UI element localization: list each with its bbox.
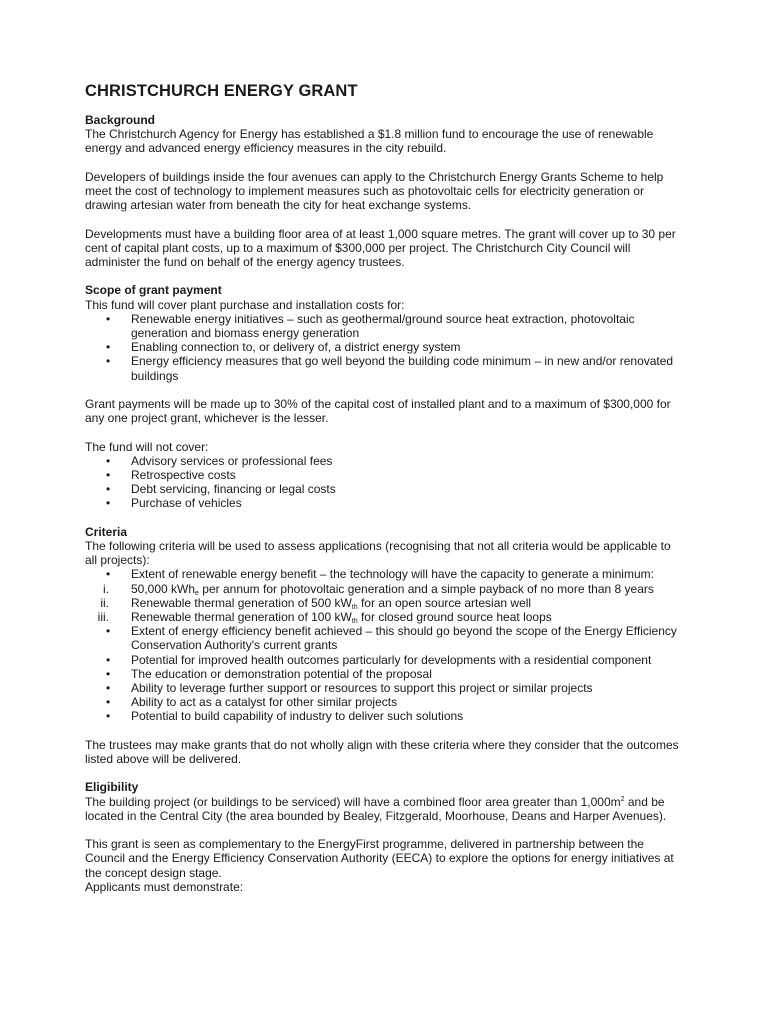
sub-item-number: ii. bbox=[100, 595, 109, 610]
criteria-closing-paragraph: The trustees may make grants that do not wholly align with these criteria where they consider that the outcomes listed above will be delivered. bbox=[85, 737, 679, 767]
scope-intro: This fund will cover plant purchase and installation costs for: bbox=[85, 297, 405, 312]
grant-payments-paragraph: Grant payments will be made up to 30% of the capital cost of installed plant and to a maximum of $300,000 for any one project grant, whichever is the lesser. bbox=[85, 397, 671, 426]
background-heading: Background bbox=[85, 113, 156, 127]
list-item: • Renewable energy initiatives – such as geothermal/ground source heat extraction, photovoltaic generation and biomass energy generation bbox=[85, 312, 685, 340]
list-item: • Purchase of vehicles bbox=[85, 496, 685, 510]
criteria-item-text: Extent of renewable energy benefit – the technology will have the capacity to generate a minimum: bbox=[131, 567, 654, 582]
not-covered-intro: The fund will not cover: bbox=[85, 439, 209, 454]
list-item bbox=[85, 567, 685, 624]
sub-list-item: iii. Renewable thermal generation of 100 $kW_{th}$ for closed ground source heat loops bbox=[85, 610, 685, 624]
criteria-list bbox=[85, 567, 685, 723]
background-paragraph-3: Developments must have a building floor area of at least 1,000 square metres. The grant will cover up to 30 per cent of capital plant costs, up to a maximum of $300,000 per project. The Christchurch City Council will administer the fund on behalf of the energy agency trustees. bbox=[85, 226, 676, 269]
list-item: • Retrospective costs bbox=[85, 468, 685, 482]
eligibility-paragraph-1: The building project (or buildings to be serviced) will have a combined floor area greater than $1,000m^2$ and be located in the Central City (the area bounded by Bealey, Fitzgerald, Moorhouse, Deans and Harper Avenues). bbox=[85, 794, 667, 823]
list-item: • Ability to leverage further support or resources to support this project or similar projects bbox=[85, 681, 685, 695]
criteria-intro: The following criteria will be used to assess applications (recognising that not all criteria would be applicable to all projects): bbox=[85, 539, 671, 568]
sub-list-item: i. 50,000 kWh$_e$ per annum for photovoltaic generation and a simple payback of no more than 8 years bbox=[85, 582, 685, 596]
list-item: • Ability to act as a catalyst for other similar projects bbox=[85, 695, 685, 709]
list-item: • The education or demonstration potential of the proposal bbox=[85, 667, 685, 681]
renewable-thresholds-list bbox=[85, 582, 685, 625]
eligibility-heading: Eligibility bbox=[85, 780, 139, 795]
document-page bbox=[85, 0, 685, 894]
sub-item-number: i. bbox=[103, 581, 109, 596]
list-item: • Extent of energy efficiency benefit achieved – this should go beyond the scope of the Energy Efficiency Conservation Authority's current grants bbox=[85, 624, 685, 652]
background-paragraph-1: The Christchurch Agency for Energy has established a $1.8 million fund to encourage the use of renewable energy and advanced energy efficiency measures in the city rebuild. bbox=[85, 127, 654, 156]
list-item: • Enabling connection to, or delivery of, a district energy system bbox=[85, 340, 685, 354]
not-covered-list bbox=[85, 454, 685, 511]
criteria-heading: Criteria bbox=[85, 524, 128, 539]
eligibility-paragraph-2: This grant is seen as complementary to the EnergyFirst programme, delivered in partnership between the Council and the Energy Efficiency Conservation Authority (EECA) to explore the options for energy initiatives at the concept design stage. bbox=[85, 837, 674, 880]
list-item: • Energy efficiency measures that go well beyond the building code minimum – in new and/or renovated buildings bbox=[85, 354, 685, 382]
list-item: • Advisory services or professional fees bbox=[85, 454, 685, 468]
sub-item-number: iii. bbox=[97, 610, 109, 625]
list-item: • Debt servicing, financing or legal costs bbox=[85, 482, 685, 496]
eligibility-paragraph-3: Applicants must demonstrate: bbox=[85, 879, 244, 894]
document-title: CHRISTCHURCH ENERGY GRANT bbox=[85, 82, 358, 100]
background-paragraph-2: Developers of buildings inside the four avenues can apply to the Christchurch Energy Grants Scheme to help meet the cost of technology to implement measures such as photovoltaic cells for electricity generation or drawing artesian water from beneath the city for heat exchange systems. bbox=[85, 169, 664, 213]
list-item: • Potential for improved health outcomes particularly for developments with a residential component bbox=[85, 653, 685, 667]
scope-heading: Scope of grant payment bbox=[85, 283, 222, 298]
list-item: • Potential to build capability of industry to deliver such solutions bbox=[85, 709, 685, 723]
covered-costs-list bbox=[85, 312, 685, 383]
sub-list-item: ii. Renewable thermal generation of 500 $kW_{th}$ for an open source artesian well bbox=[85, 596, 685, 610]
